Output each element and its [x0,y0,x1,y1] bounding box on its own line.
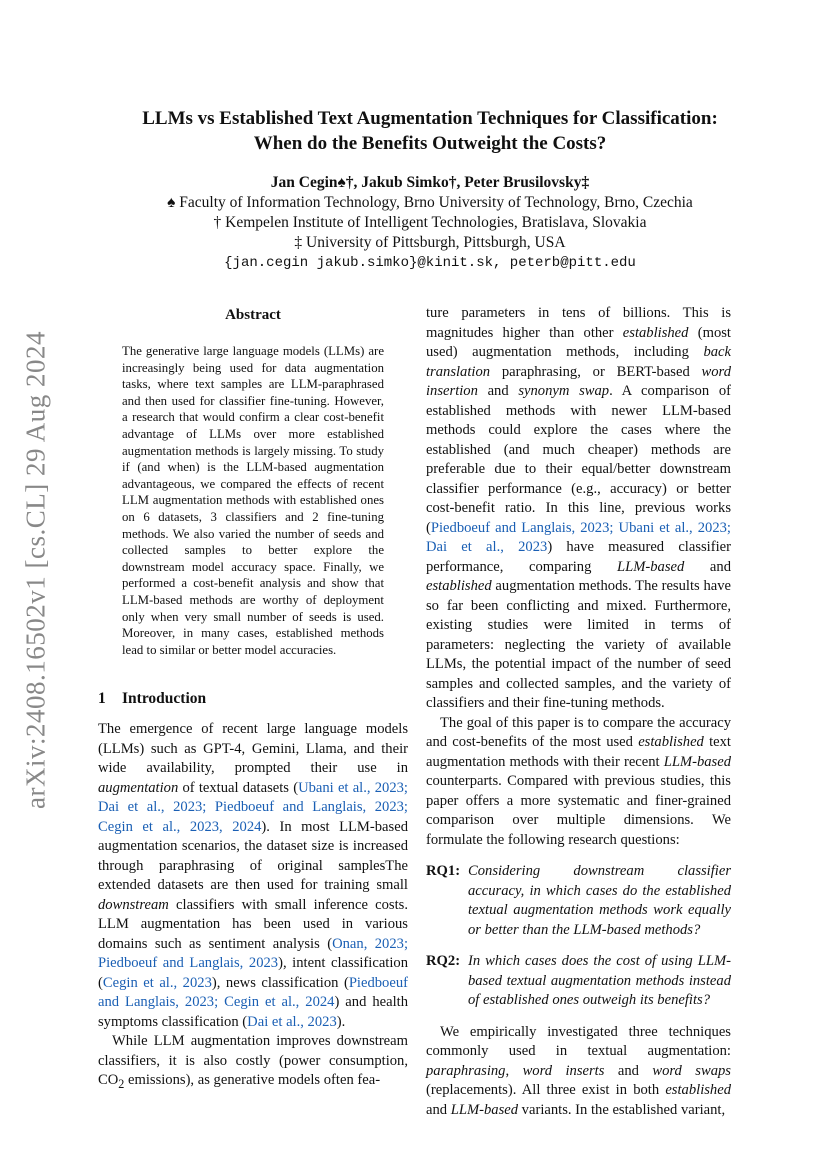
intro-paragraph-4 [426,714,731,851]
subscript: 2 [118,1076,125,1091]
rq-text: In which cases does the cost of using LLM-based textual augmentation methods instead of established ones outweigh its benefits? [468,953,731,1008]
text-run: ture parameters in tens of billions. This is magnitudes higher than other [426,305,731,341]
text-run: The goal of this paper is to compare the accuracy and cost-benefits of the most used [426,714,731,750]
text-run: augmentation [98,779,179,796]
text-run: paraphrasing [426,1062,506,1079]
intro-paragraph-1 [98,720,408,1032]
text-run: established [426,578,492,594]
text-run: While LLM augmentation improves downstream classifiers, it is also costly (power consumption, CO [98,1033,408,1088]
citation-link[interactable]: Onan, 2023; Piedboeuf and Langlais, 2023 [98,935,408,971]
text-run: classifiers with small inference costs. LLM augmentation has been used in various domains such as sentiment analysis ( [98,896,408,952]
rq-text: Considering downstream classifier accuracy, in which cases do the established textual augmentation methods work equally or better than the LLM-based methods? [468,863,731,938]
text-run: , [505,1062,523,1079]
text-run: word inserts [522,1062,605,1079]
text-run: ) have measured classifier performance, comparing [426,539,731,575]
arxiv-stamp-text: arXiv:2408.16502v1 [cs.CL] 29 Aug 2024 [20,331,51,809]
text-run: of textual datasets ( [178,779,299,796]
text-run: . A comparison of established methods with newer LLM-based methods could explore the cases where the established (and much cheaper) methods are preferable due to their equal/better downstream classifier performance (e.g., accuracy) or better cost-benefit ratio. In this line, previous works ( [426,383,731,536]
text-run: and [684,558,731,575]
text-run: (most used) augmentation methods, including [426,324,731,360]
text-run: We empirically investigated three techniques commonly used in textual augmentation: [426,1023,731,1059]
text-run: augmentation methods. The results have so far been conflicting and mixed. Furthermore, existing studies were limited in terms of parameters: neglecting the variety of available LLMs, the potential impact of the number of seed samples and collected samples, and the variety of classifiers and their fine-tuning methods. [426,578,731,711]
research-question-1 [426,862,731,940]
text-run: ). In most LLM-based augmentation scenarios, the dataset size is increased through paraphrasing of original samplesThe extended datasets are then used for training small [98,818,408,893]
text-run: variants. In the established variant, [518,1101,726,1118]
text-run: and [604,1062,653,1079]
rq-label: RQ1: [426,863,461,879]
title-line-2: When do the Benefits Outweight the Costs? [253,133,607,154]
intro-paragraph-5 [426,1023,731,1121]
citation-link[interactable]: Dai et al., 2023 [247,1013,337,1030]
citation-link[interactable]: Piedboeuf and Langlais, 2023; Cegin et al., 2024 [98,974,408,1010]
author-names: Jan Cegin♠†, Jakub Simko†, Peter Brusilovsky‡ [270,174,590,191]
author-block [80,173,780,273]
research-question-2 [426,952,731,1011]
left-column-body [98,720,408,1094]
text-run: and [477,383,519,399]
text-run: word swaps [652,1062,731,1079]
citation-link[interactable]: Cegin et al., 2023 [102,974,212,991]
right-column-body [426,304,731,1120]
text-run: ) and health symptoms classification ( [98,994,409,1030]
text-run: downstream [98,896,169,913]
citation-link[interactable]: Ubani et al., 2023; Dai et al., 2023; Piedboeuf and Langlais, 2023; Cegin et al., 2023, 2024 [98,779,408,835]
text-run: LLM-based [663,753,731,770]
text-run: synonym swap [518,383,610,399]
text-run: established [622,324,689,341]
section-title: Introduction [122,690,207,707]
affiliation-3: ‡ University of Pittsburgh, Pittsburgh, USA [294,234,566,251]
text-run: paraphrasing, or BERT-based [490,363,702,380]
text-run: back translation [426,344,731,380]
author-emails: {jan.cegin jakub.simko}@kinit.sk, peterb@pitt.edu [224,255,636,271]
abstract-heading: Abstract [225,307,281,323]
text-run: and [426,1101,451,1118]
affiliation-1: ♠ Faculty of Information Technology, Brno University of Technology, Brno, Czechia [167,194,693,211]
text-run: ), intent classification ( [98,955,408,991]
arxiv-stamp [14,331,58,809]
text-run: LLM-based [450,1101,519,1118]
citation-link[interactable]: Piedboeuf and Langlais, 2023; Ubani et al., 2023; Dai et al., 2023 [426,519,731,555]
paper-title [80,106,780,156]
text-run: established [665,1082,731,1098]
text-run: established [638,734,704,750]
affiliation-2: † Kempelen Institute of Intelligent Technologies, Bratislava, Slovakia [213,214,647,231]
abstract-text: The generative large language models (LLMs) are increasingly being used for data augmentation tasks, where text samples are LLM-paraphrased and then used for classifier fine-tuning. However, a research that would confirm a clear cost-benefit advantage of LLMs over more established augmentation methods is largely missing. To study if (and when) is the LLM-based augmentation advantageous, we compared the effects of recent LLM augmentation methods with established ones on 6 datasets, 3 classifiers and 2 fine-tuning methods. We also varied the number of seeds and collected samples to better explore the downstream model accuracy space. Finally, we performed a cost-benefit analysis and show that LLM-based methods are worthy of deployment only when very small number of seeds is used. Moreover, in many cases, established methods lead to similar or better model accuracies. [122,344,384,657]
section-number: 1 [98,690,106,707]
text-run: LLM-based [617,558,685,575]
section-heading [98,690,206,708]
intro-paragraph-3 [426,304,731,714]
rq-label: RQ2: [426,953,461,969]
intro-paragraph-2 [98,1032,408,1094]
text-run: The emergence of recent large language models (LLMs) such as GPT-4, Gemini, Llama, and their wide availability, prompted their use in [98,721,408,776]
text-run: (replacements). All three exist in both [426,1082,666,1098]
text-run: word insertion [426,363,731,399]
text-run: emissions), as generative models often fea- [124,1072,381,1088]
title-line-1: LLMs vs Established Text Augmentation Techniques for Classification: [142,108,718,129]
text-run: counterparts. Compared with previous studies, this paper offers a more systematic and finer-grained comparison over multiple dimensions. We formulate the following research questions: [426,773,731,848]
text-run: ), news classification ( [211,974,349,991]
text-run: ). [336,1013,346,1030]
text-run: text augmentation methods with their recent [426,734,731,770]
